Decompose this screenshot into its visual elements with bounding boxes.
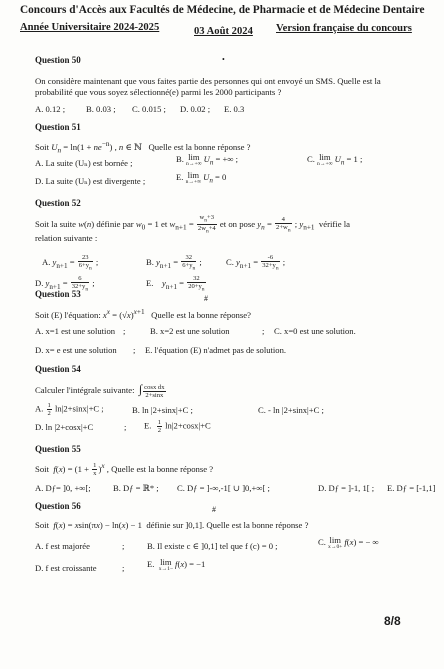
- q55-option-e: E. Dƒ = [-1,1]: [387, 483, 436, 493]
- question-55-title: Question 55: [35, 444, 81, 454]
- q50-option-d: D. 0.02 ;: [180, 104, 211, 114]
- version-label: Version française du concours: [276, 23, 412, 34]
- question-51-stem: Soit $U_n = \ln(1 + ne^{-n})$ , n ∈ ℕ Quelle est la bonne réponse ?: [35, 140, 251, 155]
- question-50-text: On considère maintenant que vous faites partie des personnes qui ont envoyé un SMS. Quelle est la: [35, 76, 381, 86]
- q56-option-d: D. f est croissante: [35, 563, 97, 573]
- q53-option-semicolon: ;: [123, 326, 126, 336]
- q53-option-a: A. x=1 est une solution: [35, 326, 116, 336]
- q56-option-c: C. lim x→0+ f(x) = − ∞: [318, 535, 379, 550]
- q53-option-b: B. x=2 est une solution: [150, 326, 230, 336]
- question-54-title: Question 54: [35, 364, 81, 374]
- q56-option-a: A. f est majorée: [35, 541, 90, 551]
- q54-option-a: A. $\frac{1}{2}$ ln|2+sinx|+C ;: [35, 402, 104, 417]
- question-50-title: Question 50: [35, 55, 81, 65]
- question-52-title: Question 52: [35, 198, 81, 208]
- question-53-title: Question 53: [35, 289, 81, 299]
- question-54-stem: Calculer l'intégrale suivante: ∫ $\frac{\text{cosx dx}}{2+\sin x}$: [35, 382, 165, 399]
- question-51-title: Question 51: [35, 122, 81, 132]
- q50-option-e: E. 0.3: [224, 104, 245, 114]
- q51-option-d: D. La suite (Uₙ) est divergente ;: [35, 176, 146, 186]
- q53-option-d: D. x= e est une solution: [35, 345, 117, 355]
- question-56-title: Question 56: [35, 501, 81, 511]
- marker-hash: #: [204, 294, 208, 303]
- q54-option-semicolon: ;: [124, 422, 127, 432]
- q50-option-c: C. 0.015 ;: [132, 104, 166, 114]
- exam-date: 03 Août 2024: [194, 26, 253, 37]
- q56-option-e: E. lim x→1− f(x) = −1: [147, 557, 206, 572]
- question-52-stem-2: relation suivante :: [35, 233, 98, 243]
- q52-option-b: B. $y_{n+1}$ = $\frac{32}{6+y_n}$ ;: [146, 254, 202, 272]
- q54-option-b: B. ln |2+sinx|+C ;: [132, 405, 193, 415]
- q55-option-c: C. Dƒ = ]-∞,-1[ ∪ ]0,+∞[ ;: [177, 483, 270, 493]
- q50-option-b: B. 0.03 ;: [86, 104, 116, 114]
- q52-option-d: D. $y_{n+1}$ = $\frac{6}{32+y_n}$ ;: [35, 275, 95, 293]
- q53-option-semicolon: ;: [262, 326, 265, 336]
- q51-option-a: A. La suite (Uₙ) est bornée ;: [35, 158, 133, 168]
- q53-option-semicolon: ;: [133, 345, 136, 355]
- q55-option-b: B. Dƒ = ℝ* ;: [113, 483, 159, 493]
- q56-option-semicolon: ;: [122, 541, 125, 551]
- q51-option-b: B. lim n→+∞ $U_n$ = +∞ ;: [176, 152, 239, 167]
- q56-option-b: B. Il existe c ∈ ]0,1] tel que f (c) = 0 ;: [147, 541, 278, 551]
- academic-year: Année Universitaire 2024-2025: [20, 22, 160, 33]
- question-53-stem: Soit (E) l'équation: $x^x = (√x)^{x+1}$ Quelle est la bonne réponse?: [35, 308, 251, 320]
- q52-option-a: A. $y_{n+1}$ = $\frac{23}{6+y_n}$ ;: [42, 254, 99, 272]
- q52-option-c: C. $y_{n+1}$ = $\frac{-6}{32+y_n}$ ;: [226, 254, 286, 272]
- page-number: 8/8: [384, 614, 401, 628]
- q55-option-a: A. Dƒ= ]0, +∞[;: [35, 483, 91, 493]
- q50-option-a: A. 0.12 ;: [35, 104, 66, 114]
- header-title: Concours d'Accès aux Facultés de Médecine, de Pharmacie et de Médecine Dentaire: [20, 4, 425, 16]
- q53-option-e: E. l'équation (E) n'admet pas de solution.: [145, 345, 287, 355]
- question-55-stem: Soit f(x) = (1 + $\frac{1}{x}$ )$^x$ , Quelle est la bonne réponse ?: [35, 462, 214, 478]
- q51-option-c: C. lim n→+∞ $U_n = 1$ ;: [307, 152, 363, 167]
- question-56-stem: Soit f(x) = xsin(πx) − ln(x) − 1 définie sur ]0,1]. Quelle est la bonne réponse ?: [35, 520, 309, 530]
- q56-option-semicolon: ;: [122, 563, 125, 573]
- q51-option-e: E. lim n→+∞ $U_n = 0$: [176, 170, 227, 185]
- q55-option-d: D. Dƒ = ]-1, 1[ ;: [318, 483, 375, 493]
- marker-hash: #: [212, 505, 216, 514]
- question-52-stem: Soit la suite w(n) définie par $w_0 = 1$ et $w_{n+1}$ = $\frac{w_n+3}{2w_n+4}$ et on pose $y_n$ = $\frac{4}{2+w_n}$ ; $y_{n+1}$ vérifie la: [35, 214, 350, 235]
- question-50-text-2: probabilité que vous soyez sélectionné(e) parmi les 2000 participants ?: [35, 87, 282, 97]
- q54-option-d: D. ln |2+cosx|+C: [35, 422, 94, 432]
- q53-option-c: C. x=0 est une solution.: [274, 326, 356, 336]
- q52-option-e: E. $y_{n+1}$ = $\frac{32}{20+y_n}$: [146, 275, 205, 293]
- q54-option-c: C. - ln |2+sinx|+C ;: [258, 405, 324, 415]
- q54-option-e: E. $\frac{1}{2}$ ln|2+cosx|+C: [144, 419, 211, 434]
- marker-dot: •: [222, 55, 225, 64]
